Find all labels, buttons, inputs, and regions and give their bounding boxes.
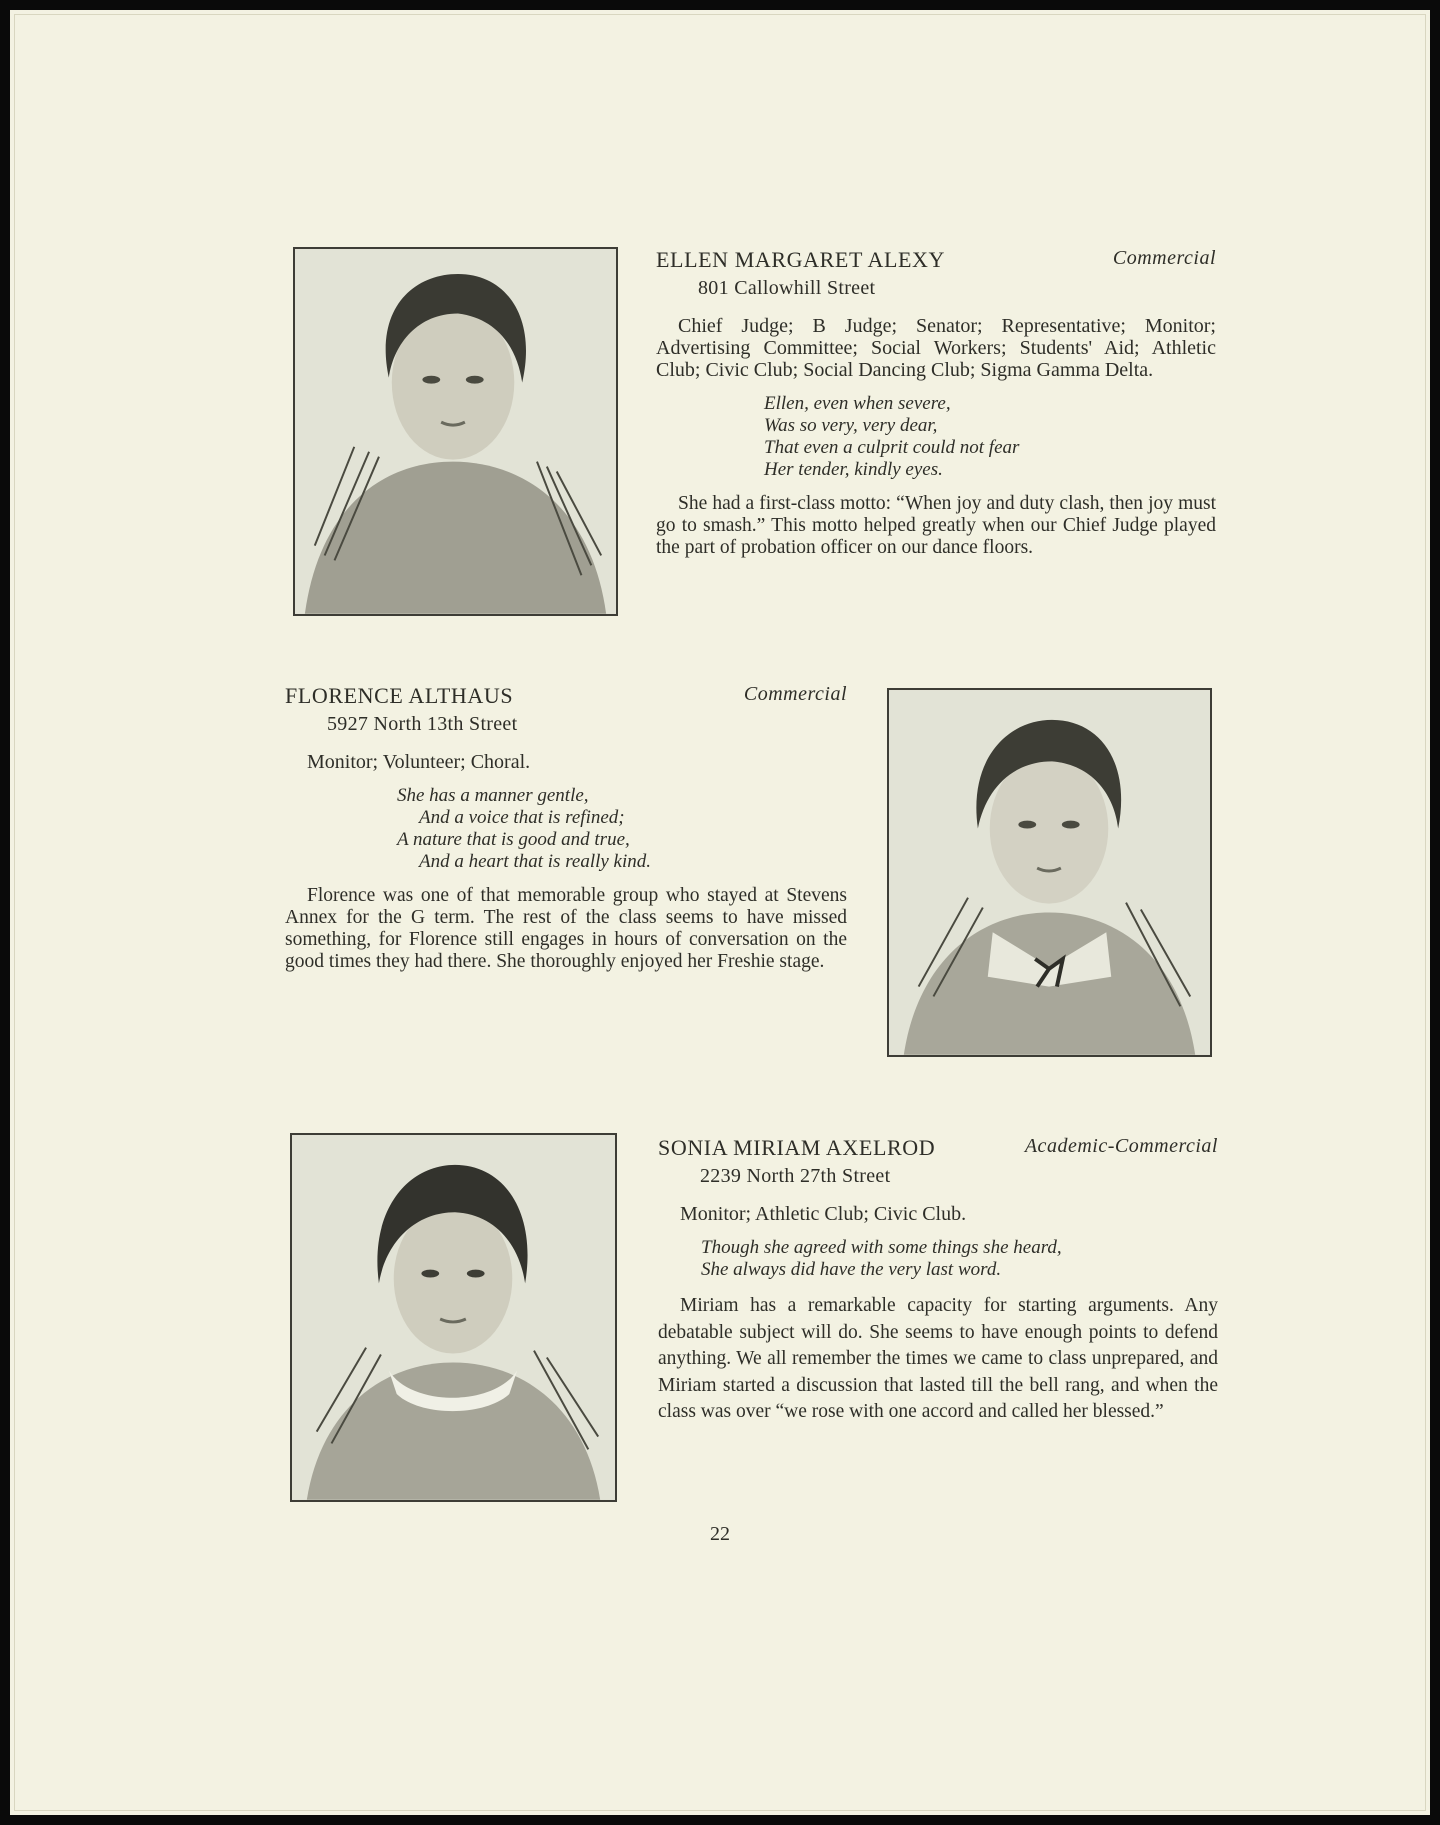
page-number: 22 — [710, 1523, 730, 1545]
portrait-illustration — [292, 1135, 615, 1500]
student-bio: She had a first-class motto: “When joy and duty clash, then joy must go to smash.” This motto helped greatly when our Chief Judge played the part of probation officer on our dance floors. — [656, 493, 1216, 558]
student-name: ELLEN MARGARET ALEXY — [656, 247, 946, 272]
student-name: SONIA MIRIAM AXELROD — [658, 1135, 936, 1160]
portrait-illustration — [889, 690, 1210, 1055]
course-label: Academic-Commercial — [1024, 1135, 1218, 1157]
poem-line: Was so very, very dear, — [764, 415, 938, 436]
course-label: Commercial — [743, 683, 847, 705]
portrait-photo-alexy — [293, 247, 618, 616]
student-activities: Chief Judge; B Judge; Senator; Representative; Monitor; Advertising Committee; Social Workers; Students' Aid; Athletic Club; Civic Club; Social Dancing Club; Sigma Gamma Delta. — [656, 315, 1216, 381]
student-address: 2239 North 27th Street — [700, 1165, 891, 1187]
poem-line: Though she agreed with some things she heard, — [701, 1237, 1062, 1258]
yearbook-page — [10, 10, 1430, 1815]
student-poem — [764, 393, 1216, 481]
portrait-photo-axelrod — [290, 1133, 617, 1502]
student-activities: Monitor; Volunteer; Choral. — [307, 751, 531, 773]
student-poem — [701, 1237, 1218, 1281]
portrait-photo-althaus — [887, 688, 1212, 1057]
poem-line: She has a manner gentle, — [397, 785, 589, 806]
entry-header — [658, 1135, 1218, 1165]
poem-line: She always did have the very last word. — [701, 1259, 1002, 1280]
poem-line: And a heart that is really kind. — [419, 851, 652, 872]
student-name: FLORENCE ALTHAUS — [285, 683, 514, 708]
entry-alexy — [656, 247, 1216, 559]
poem-line: Ellen, even when severe, — [764, 393, 951, 414]
course-label: Commercial — [1112, 247, 1216, 269]
student-address: 5927 North 13th Street — [327, 713, 518, 735]
entry-header — [656, 247, 1216, 277]
student-address: 801 Callowhill Street — [698, 277, 876, 299]
poem-line: A nature that is good and true, — [397, 829, 630, 850]
student-poem — [397, 785, 847, 873]
poem-line: Her tender, kindly eyes. — [764, 459, 943, 480]
entry-axelrod — [658, 1135, 1218, 1426]
student-activities: Monitor; Athletic Club; Civic Club. — [680, 1203, 967, 1225]
poem-line: And a voice that is refined; — [419, 807, 625, 828]
entry-althaus — [285, 683, 847, 973]
student-bio: Miriam has a remarkable capacity for starting arguments. Any debatable subject will do. She seems to have enough points to defend anything. We all remember the times we came to class unprepared, and Miriam started a discussion that lasted till the bell rang, and when the class was over “we rose with one accord and called her blessed.” — [658, 1295, 1218, 1422]
portrait-illustration — [295, 249, 616, 614]
entry-header — [285, 683, 847, 713]
poem-line: That even a culprit could not fear — [764, 437, 1020, 458]
student-bio: Florence was one of that memorable group who stayed at Stevens Annex for the G term. The rest of the class seems to have missed something, for Florence still engages in hours of conversation on the good times they had there. She thoroughly enjoyed her Freshie stage. — [285, 885, 847, 972]
